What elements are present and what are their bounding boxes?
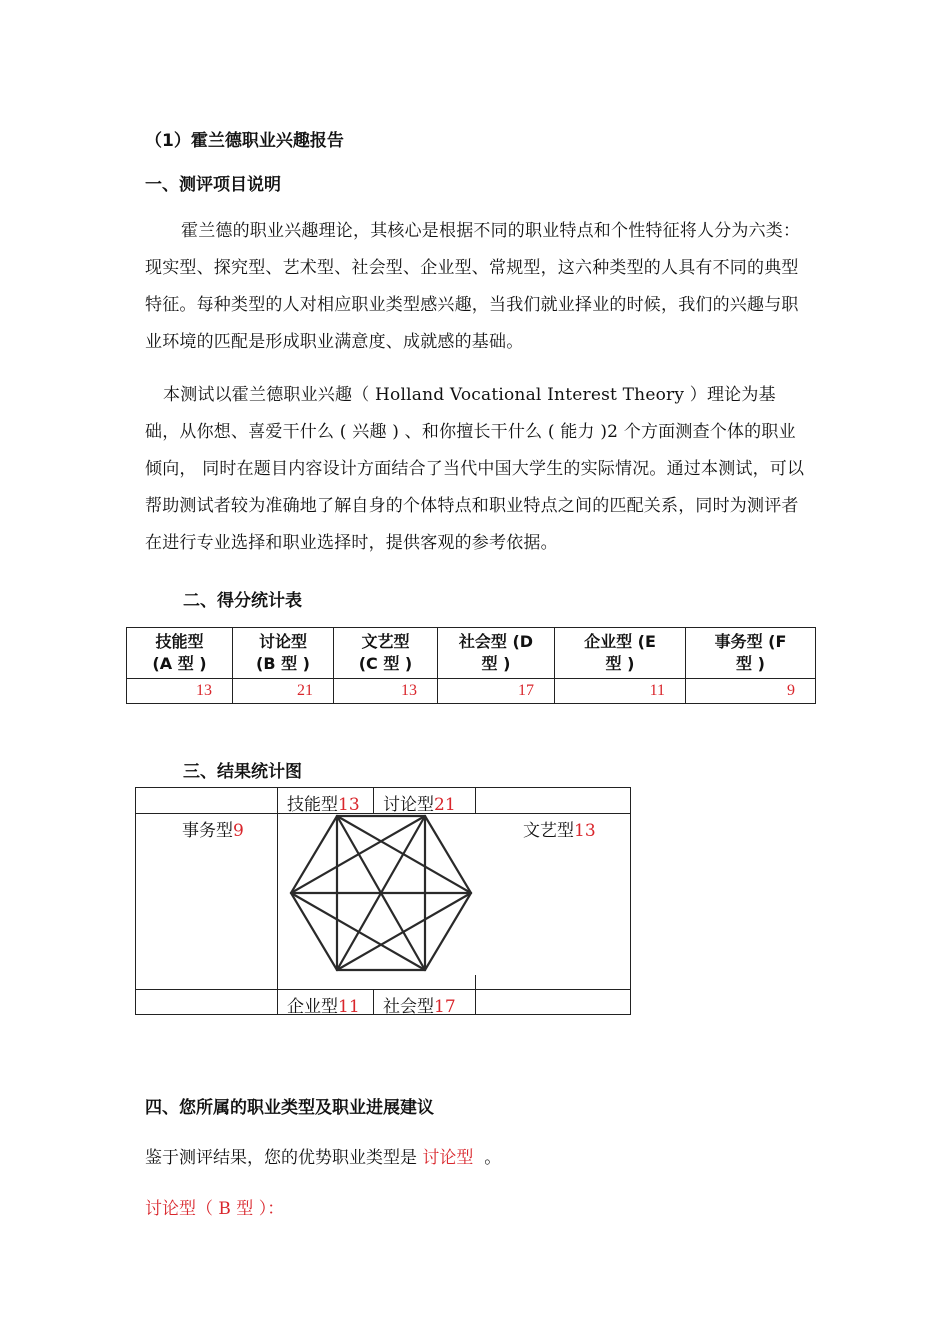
- chart-label-social: [383, 992, 456, 1017]
- label-value: 17: [434, 997, 456, 1017]
- label-text: 文艺型: [523, 821, 574, 841]
- result-line: [145, 1143, 501, 1168]
- score-cell-f: 9: [686, 679, 816, 704]
- score-cell-e: 11: [555, 679, 686, 704]
- chart-label-arts: [523, 816, 596, 841]
- report-title: （1）霍兰德职业兴趣报告: [145, 131, 344, 151]
- header-line: (A 型 ): [152, 654, 207, 673]
- section3-heading: 三、结果统计图: [183, 762, 302, 782]
- header-line: (C 型 ): [358, 654, 413, 673]
- label-value: 21: [434, 795, 456, 815]
- label-value: 13: [574, 821, 596, 841]
- label-text: 社会型: [383, 997, 434, 1017]
- paragraph-text: 霍兰德的职业兴趣理论，其核心是根据不同的职业特点和个性特征将人分为六类：现实型、探究型、艺术型、社会型、企业型、常规型，这六种类型的人具有不同的典型特征。每种类型的人对相应职业类型感兴趣，当我们就业择业的时候，我们的兴趣与职业环境的匹配是形成职业满意度、成就感的基础。: [145, 221, 801, 352]
- paragraph-text: 本测试以霍兰德职业兴趣（ Holland Vocational Interest Theory ）理论为基础，从你想、喜爱干什么 ( 兴趣 ) 、和你擅长干什么 ( 能力 )2 个方面测查个体的职业倾向， 同时在题目内容设计方面结合了当代中国大学生的实际情况。通过本测试，可以帮助测试者较为准确地了解自身的个体特点和职业特点之间的匹配关系，同时为测评者在进行专业选择和职业选择时，提供客观的参考依据。: [145, 385, 805, 553]
- label-text: 讨论型: [383, 795, 434, 815]
- header-line: 事务型 (F: [714, 632, 787, 651]
- chart-label-affairs: [182, 816, 244, 841]
- label-text: 企业型: [287, 997, 338, 1017]
- header-line: 型 ): [736, 654, 765, 673]
- header-line: 型 ): [605, 654, 635, 673]
- label-text: 技能型: [287, 795, 338, 815]
- score-cell-b: 21: [233, 679, 334, 704]
- section2-heading: 二、得分统计表: [183, 591, 302, 611]
- section4-heading: 四、您所属的职业类型及职业进展建议: [145, 1098, 434, 1118]
- label-value: 9: [233, 821, 244, 841]
- type-title: 讨论型（ B 型 ）：: [145, 1199, 285, 1219]
- section1-heading: 一、测评项目说明: [145, 175, 281, 195]
- score-cell-c: 13: [334, 679, 438, 704]
- header-line: 讨论型: [258, 632, 307, 651]
- label-value: 13: [338, 795, 360, 815]
- result-prefix: 鉴于测评结果，您的优势职业类型是: [145, 1148, 417, 1168]
- header-line: 社会型 (D: [458, 632, 534, 651]
- label-value: 11: [338, 997, 360, 1017]
- result-type: 讨论型: [422, 1148, 474, 1168]
- header-line: 型 ): [481, 654, 511, 673]
- score-cell-d: 17: [438, 679, 555, 704]
- chart-label-discussion: [383, 790, 456, 815]
- header-line: (B 型 ): [256, 654, 310, 673]
- chart-label-enterprise: [287, 992, 360, 1017]
- header-line: 技能型: [155, 632, 204, 651]
- chart-label-skill: [287, 790, 360, 815]
- score-cell-a: 13: [127, 679, 233, 704]
- label-text: 事务型: [182, 821, 233, 841]
- result-suffix: 。: [484, 1148, 502, 1168]
- header-line: 文艺型: [361, 632, 410, 651]
- header-line: 企业型 (E: [584, 632, 656, 651]
- hexagon-diagram: [285, 813, 475, 978]
